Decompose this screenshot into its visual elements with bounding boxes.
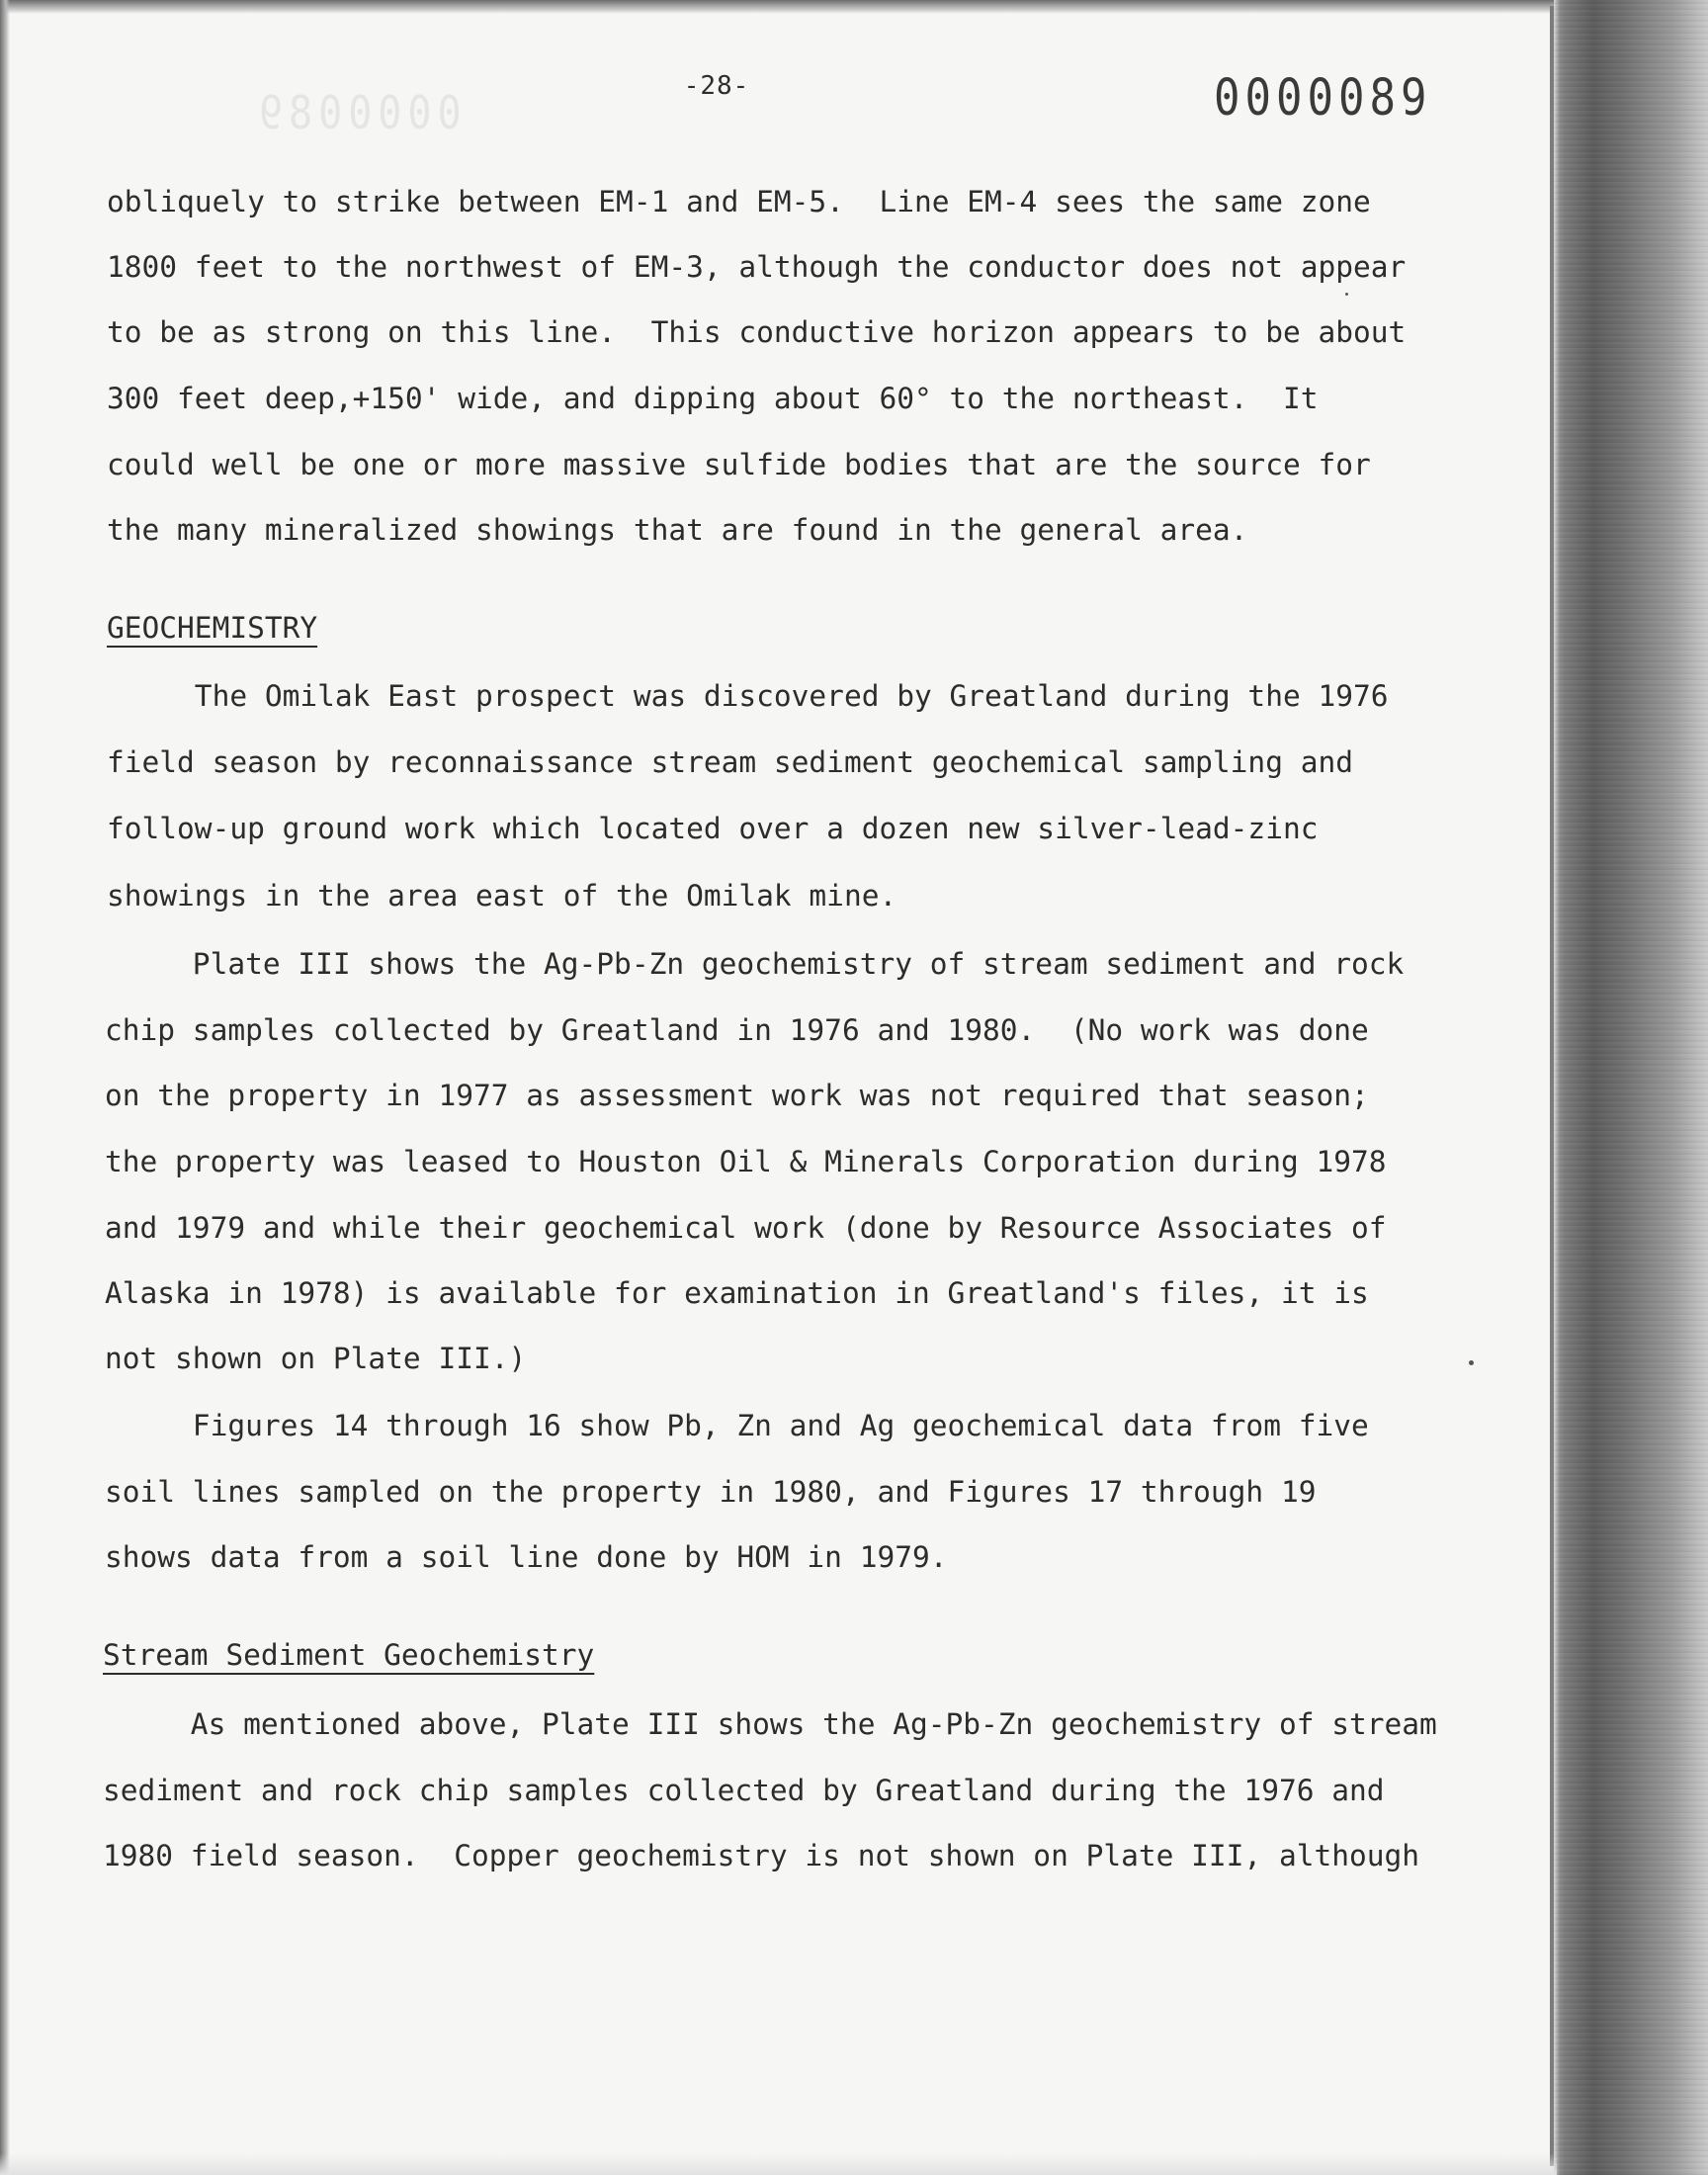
text-line: shows data from a soil line done by HOM in 1979. bbox=[105, 1540, 948, 1574]
section-heading-stream-sediment: Stream Sediment Geochemistry bbox=[103, 1638, 595, 1672]
text-line: Alaska in 1978) is available for examination in Greatland's files, it is bbox=[105, 1276, 1369, 1310]
text-line: Figures 14 through 16 show Pb, Zn and Ag geochemical data from five bbox=[105, 1409, 1369, 1442]
text-line: As mentioned above, Plate III shows the Ag-Pb-Zn geochemistry of stream bbox=[103, 1707, 1437, 1741]
text-line: and 1979 and while their geochemical work (done by Resource Associates of bbox=[105, 1211, 1387, 1245]
page-number: -28- bbox=[683, 71, 750, 101]
text-line: Plate III shows the Ag-Pb-Zn geochemistry of stream sediment and rock bbox=[105, 947, 1405, 981]
text-line: sediment and rock chip samples collected by Greatland during the 1976 and bbox=[103, 1774, 1385, 1807]
text-line: follow-up ground work which located over a dozen new silver-lead-zinc bbox=[107, 812, 1319, 845]
text-line: the property was leased to Houston Oil & Minerals Corporation during 1978 bbox=[105, 1145, 1387, 1178]
section-heading-geochemistry: GEOCHEMISTRY bbox=[107, 611, 318, 645]
text-line: 1800 feet to the northwest of EM-3, although the conductor does not appear bbox=[107, 250, 1407, 284]
page-left-edge bbox=[0, 0, 10, 2175]
page-bottom-edge bbox=[0, 2153, 1557, 2175]
text-line: 1980 field season. Copper geochemistry is not shown on Plate III, although bbox=[103, 1839, 1420, 1872]
text-line: the many mineralized showings that are found in the general area. bbox=[107, 513, 1248, 547]
text-line: 300 feet deep,+150' wide, and dipping about 60° to the northeast. It bbox=[107, 382, 1319, 415]
bleed-through-document-id: 0000089 bbox=[253, 87, 462, 140]
text-line: field season by reconnaissance stream sediment geochemical sampling and bbox=[107, 745, 1353, 779]
scan-shadow-strip bbox=[1554, 0, 1708, 2175]
text-line: on the property in 1977 as assessment work was not required that season; bbox=[105, 1079, 1369, 1112]
document-id-stamp: 0000089 bbox=[1214, 69, 1432, 128]
text-line: chip samples collected by Greatland in 1976 and 1980. (No work was done bbox=[105, 1013, 1369, 1047]
text-line: soil lines sampled on the property in 1980, and Figures 17 through 19 bbox=[105, 1475, 1317, 1509]
text-line: not shown on Plate III.) bbox=[105, 1342, 527, 1375]
page-top-edge bbox=[0, 0, 1708, 14]
text-line: showings in the area east of the Omilak mine. bbox=[107, 879, 897, 913]
scan-speck bbox=[1345, 293, 1348, 296]
text-line: obliquely to strike between EM-1 and EM-5. Line EM-4 sees the same zone bbox=[107, 185, 1371, 218]
text-line: could well be one or more massive sulfide bodies that are the source for bbox=[107, 448, 1371, 481]
text-line: The Omilak East prospect was discovered by Greatland during the 1976 bbox=[107, 679, 1389, 713]
scan-speck bbox=[1469, 1360, 1474, 1365]
text-line: to be as strong on this line. This conductive horizon appears to be about bbox=[107, 315, 1407, 349]
